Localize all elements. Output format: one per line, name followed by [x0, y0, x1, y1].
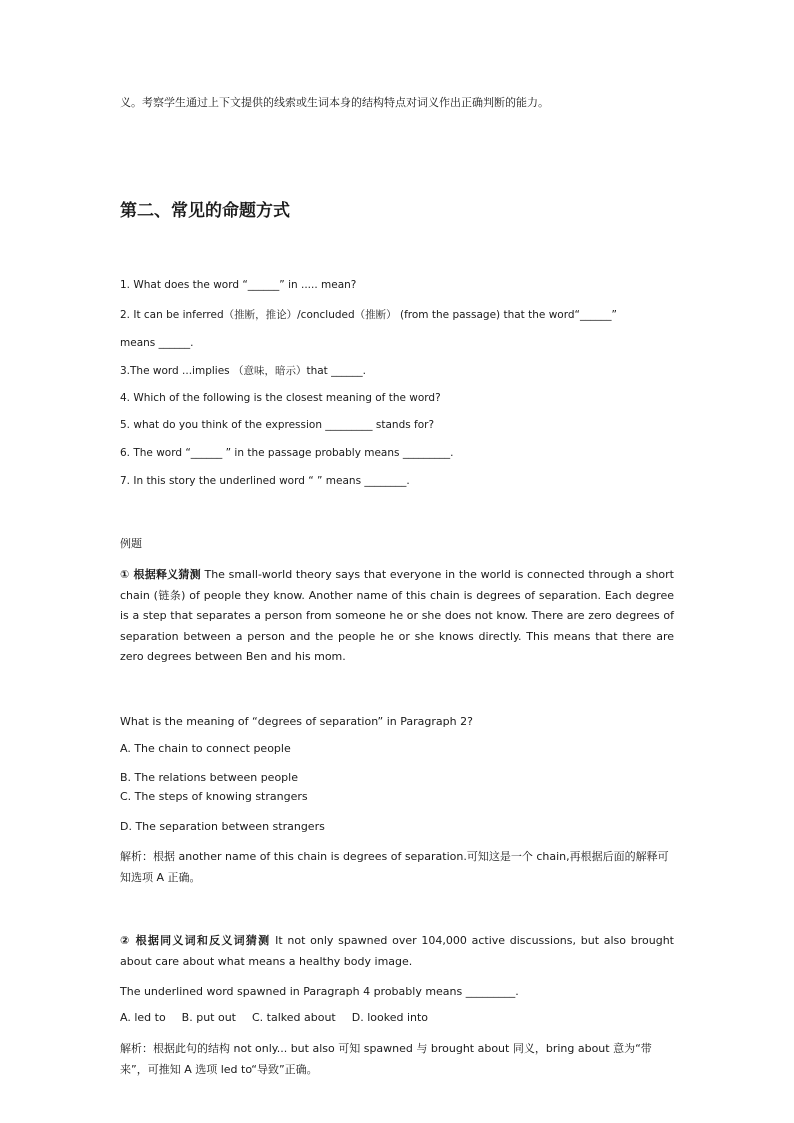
example2-paragraph [120, 931, 674, 972]
example2-question: The underlined word spawned in Paragraph 4 probably means _________. [120, 985, 519, 998]
example2-option-c: C. talked about [252, 1011, 336, 1024]
question-form-4: 4. Which of the following is the closest meaning of the word? [120, 392, 441, 404]
question-form-3: 3.The word ...implies （意味，暗示）that ______. [120, 365, 366, 377]
example1-question: What is the meaning of “degrees of separation” in Paragraph 2? [120, 715, 473, 728]
example1-analysis: 解析：根据 another name of this chain is degrees of separation.可知这是一个 chain,再根据后面的解释可知选项 A 正确。 [120, 850, 669, 884]
example1-text: The small-world theory says that everyone in the world is connected through a short chain (链条) of people they know. Another name of this chain is degrees of separation. Each degree is a step that separates a person from someone he or she does not know. There are zero degrees of separation between a person and the people he or she knows directly. This means that there are zero degrees between Ben and his mom. [120, 568, 674, 663]
example2-option-d: D. looked into [351, 1011, 429, 1024]
intro-line: 义。考察学生通过上下文提供的线索或生词本身的结构特点对词义作出正确判断的能力。 [120, 96, 549, 109]
question-form-1: 1. What does the word “______” in ..... mean? [120, 279, 357, 291]
example1-label: ① 根据释义猜测 [120, 568, 201, 581]
question-form-7: 7. In this story the underlined word “ ” means ________. [120, 475, 410, 487]
question-form-2: 2. It can be inferred（推断，推论）/concluded（推断） (from the passage) that the word“______” [120, 309, 617, 321]
example2-text: It not only spawned over 104,000 active discussions, but also brought about care about what means a healthy body image. [120, 934, 674, 968]
question-form-5: 5. what do you think of the expression _________ stands for? [120, 419, 435, 431]
question-form-6: 6. The word “______ ” in the passage probably means _________. [120, 447, 454, 459]
example1-option-d: D. The separation between strangers [120, 820, 325, 833]
example1-option-c: C. The steps of knowing strangers [120, 790, 308, 803]
example2-options [120, 1011, 444, 1025]
example1-paragraph [120, 565, 674, 668]
examples-heading: 例题 [120, 537, 142, 550]
example2-label: ② 根据同义词和反义词猜测 [120, 934, 271, 947]
example1-option-b: B. The relations between people [120, 771, 298, 784]
example2-option-b: B. put out [181, 1011, 236, 1024]
section-title: 第二、常见的命题方式 [120, 201, 290, 221]
question-form-2-cont: means ______. [120, 337, 194, 349]
example2-analysis: 解析：根据此句的结构 not only... but also 可知 spawned 与 brought about 同义，bring about 意为“带来”，可推知 A 选项 led to“导致”正确。 [120, 1042, 652, 1076]
example2-option-a: A. led to [120, 1011, 166, 1024]
example1-option-a: A. The chain to connect people [120, 742, 291, 755]
